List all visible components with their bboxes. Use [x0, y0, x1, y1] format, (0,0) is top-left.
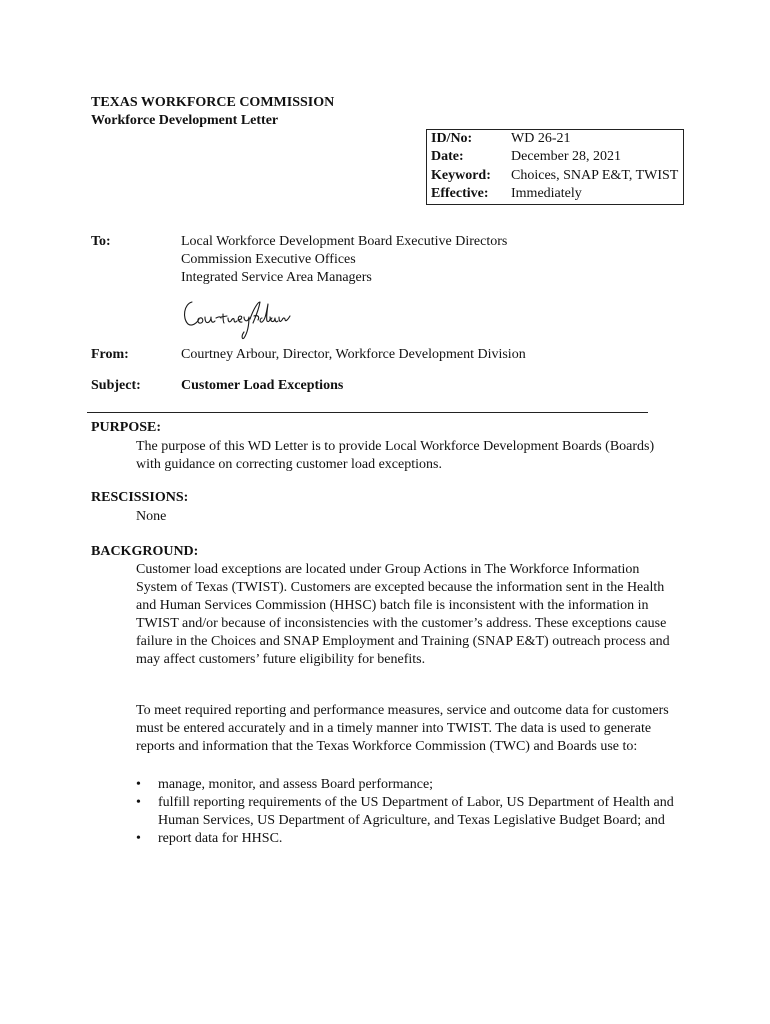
- meta-key: Keyword:: [431, 167, 491, 183]
- list-item-text: report data for HHSC.: [158, 831, 283, 846]
- meta-key: Effective:: [431, 186, 489, 202]
- recipient: Integrated Service Area Managers: [181, 270, 372, 285]
- list-item: [136, 776, 681, 794]
- from-value: Courtney Arbour, Director, Workforce Development Division: [181, 347, 526, 362]
- meta-value: Immediately: [511, 186, 582, 202]
- list-item: [136, 794, 681, 830]
- recipient-list: [181, 233, 507, 287]
- list-item: [136, 830, 681, 848]
- bullet-icon: •: [136, 831, 141, 846]
- meta-row-id: [427, 130, 684, 149]
- header-divider: [87, 412, 648, 413]
- meta-key: ID/No:: [431, 131, 473, 146]
- purpose-text: The purpose of this WD Letter is to provide Local Workforce Development Boards (Boards) with guidance on correcting customer load exceptions.: [136, 439, 655, 472]
- meta-key: Date:: [431, 149, 464, 165]
- purpose-heading: PURPOSE:: [91, 420, 161, 435]
- rescissions-heading: RESCISSIONS:: [91, 490, 189, 505]
- bullet-icon: •: [136, 795, 141, 810]
- letterhead: [91, 94, 334, 130]
- meta-value: Choices, SNAP E&T, TWIST: [511, 167, 679, 183]
- letter-metadata-table: [426, 129, 684, 205]
- background-heading: BACKGROUND:: [91, 544, 199, 559]
- background-paragraph-2: To meet required reporting and performance measures, service and outcome data for customers must be entered accurately and in a timely manner into TWIST. The data is used to generate reports and information that the Texas Workforce Commission (TWC) and Boards use to:: [136, 703, 669, 754]
- meta-row-keyword: [427, 167, 684, 185]
- list-item-text: manage, monitor, and assess Board performance;: [158, 777, 434, 792]
- from-label: From:: [91, 347, 129, 362]
- organization-name: TEXAS WORKFORCE COMMISSION: [91, 95, 335, 110]
- meta-value: WD 26-21: [511, 131, 571, 146]
- rescissions-text: None: [136, 509, 167, 524]
- background-paragraph-1: Customer load exceptions are located under Group Actions in The Workforce Information System of Texas (TWIST). Customers are excepted because the information sent in the Health and Human Services Commission (HHSC) batch file is inconsistent with the information in TWIST and/or because of inconsistencies with the customer’s address. These exceptions cause failure in the Choices and SNAP Employment and Training (SNAP E&T) outreach process and may affect customers’ future eligibility for benefits.: [136, 562, 670, 667]
- to-label: To:: [91, 234, 111, 249]
- meta-row-date: [427, 148, 684, 166]
- bullet-list: [136, 776, 681, 848]
- subject-label: Subject:: [91, 378, 141, 393]
- list-item-text: fulfill reporting requirements of the US Department of Labor, US Department of Health and Human Services, US Department of Agriculture, and Texas Legislative Budget Board; and: [158, 795, 674, 828]
- recipient: Local Workforce Development Board Executive Directors: [181, 234, 508, 249]
- document-type: Workforce Development Letter: [91, 113, 279, 128]
- handwritten-signature: [180, 296, 292, 340]
- recipient: Commission Executive Offices: [181, 252, 356, 267]
- bullet-icon: •: [136, 777, 141, 792]
- subject-value: Customer Load Exceptions: [181, 378, 344, 393]
- meta-value: December 28, 2021: [511, 149, 622, 165]
- meta-row-effective: [427, 185, 684, 204]
